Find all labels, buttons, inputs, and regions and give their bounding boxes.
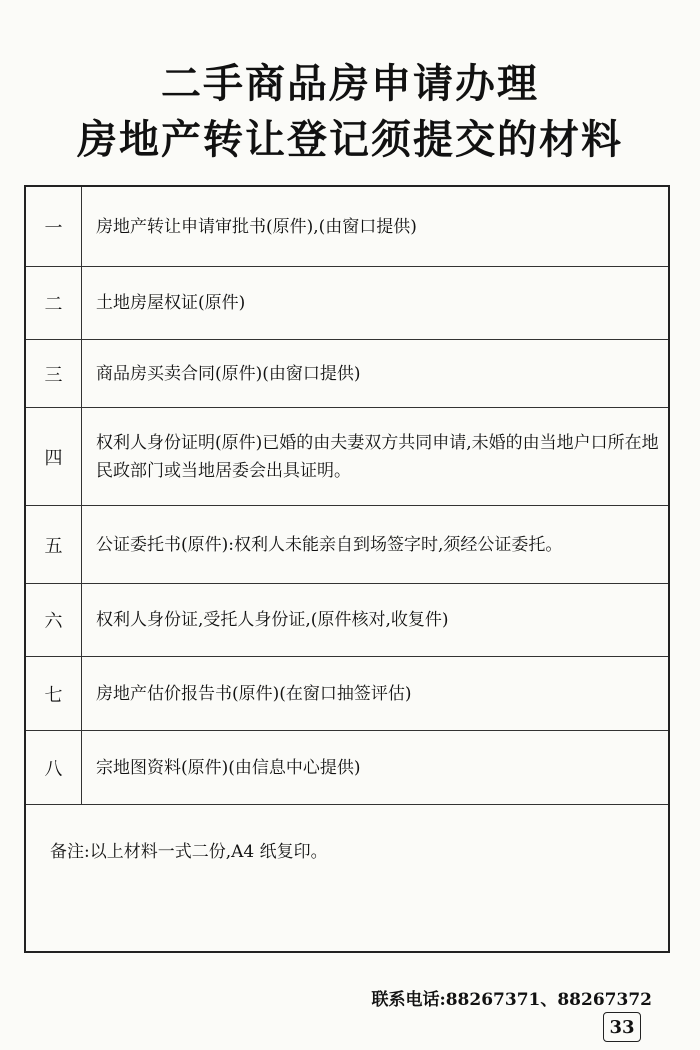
page-title-line1: 二手商品房申请办理: [161, 60, 539, 107]
row-number: 六: [26, 584, 82, 656]
row-text: 权利人身份证,受托人身份证,(原件核对,收复件): [96, 610, 449, 630]
table-row: [26, 506, 668, 584]
row-number: 三: [26, 340, 82, 407]
table-row: [26, 408, 668, 506]
table-row: [26, 584, 668, 657]
row-number: 七: [26, 657, 82, 730]
row-text: 房地产估价报告书(原件)(在窗口抽签评估): [96, 683, 412, 704]
table-row: [26, 731, 668, 805]
row-number: 八: [26, 731, 82, 804]
remarks-note: 备注:以上材料一式二份,A4 纸复印。: [50, 842, 328, 862]
page-title-line2: 房地产转让登记须提交的材料: [77, 116, 623, 163]
row-text: 宗地图资料(原件)(由信息中心提供): [96, 757, 361, 778]
table-row: [26, 267, 668, 340]
page-number: 33: [603, 1012, 641, 1042]
row-number: 二: [26, 267, 82, 339]
row-text: 房地产转让申请审批书(原件),(由窗口提供): [96, 216, 417, 237]
row-text: 公证委托书(原件):权利人未能亲自到场签字时,须经公证委托。: [96, 534, 563, 555]
table-row: [26, 187, 668, 267]
table-row: [26, 340, 668, 408]
row-number: 一: [26, 187, 82, 266]
row-text: 土地房屋权证(原件): [96, 293, 246, 313]
row-number: 五: [26, 506, 82, 583]
materials-table: [24, 185, 670, 953]
row-text: 商品房买卖合同(原件)(由窗口提供): [96, 363, 361, 384]
row-number: 四: [26, 408, 82, 505]
row-text: 权利人身份证明(原件)已婚的由夫妻双方共同申请,未婚的由当地户口所在地民政部门或当地居委会出具证明。: [96, 432, 659, 481]
contact-phone: 联系电话:88267371、88267372: [371, 990, 652, 1010]
table-row: [26, 657, 668, 731]
